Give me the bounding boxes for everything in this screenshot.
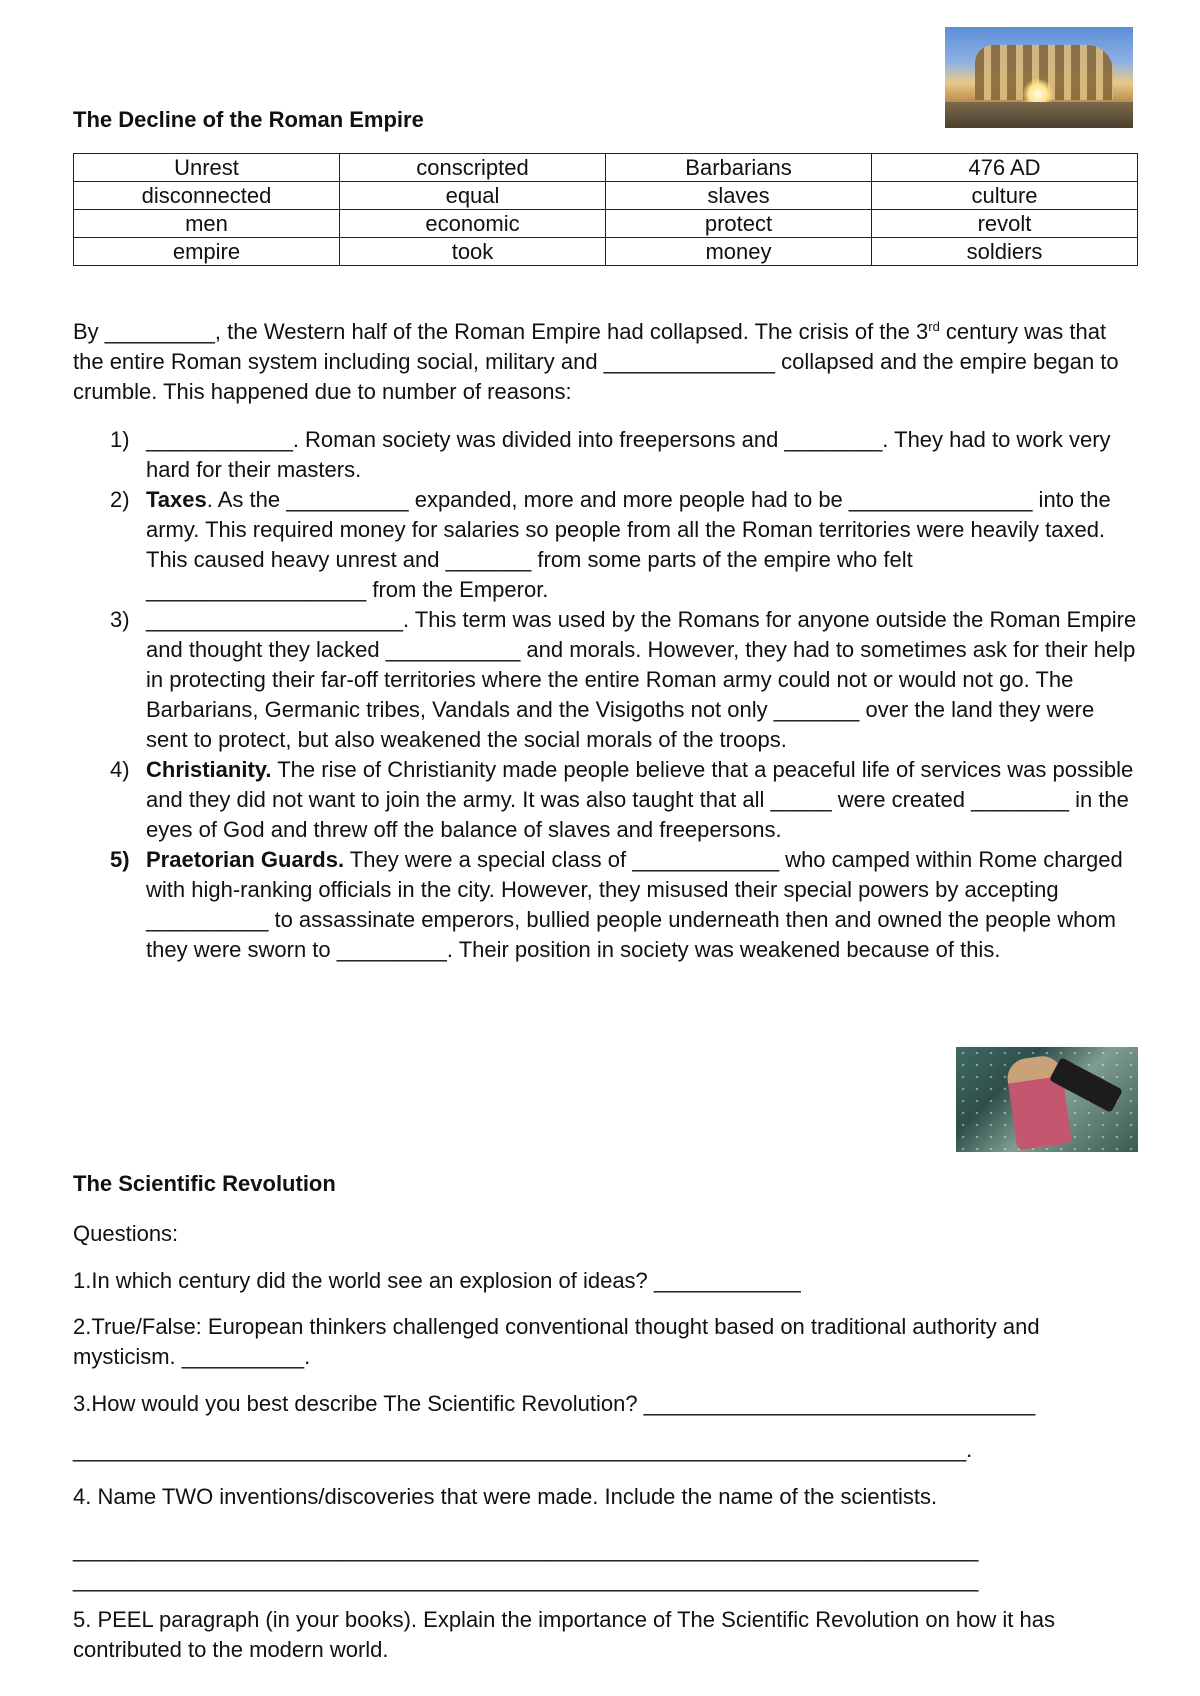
question-1: 1.In which century did the world see an explosion of ideas? ____________ xyxy=(73,1268,801,1293)
reason-item xyxy=(73,485,1138,605)
word-bank-cell: disconnected xyxy=(74,182,340,210)
word-bank-cell: economic xyxy=(340,210,606,238)
word-bank-cell: 476 AD xyxy=(872,154,1138,182)
reason-item xyxy=(73,425,1138,485)
reason-number: 1) xyxy=(110,427,130,452)
ground xyxy=(945,102,1133,128)
questions-label: Questions: xyxy=(73,1221,179,1246)
roman-title: The Decline of the Roman Empire xyxy=(73,107,424,132)
word-bank-row xyxy=(74,182,1138,210)
word-bank-cell: men xyxy=(74,210,340,238)
word-bank-cell: conscripted xyxy=(340,154,606,182)
scientist-telescope-image xyxy=(956,1047,1138,1152)
intro-paragraph xyxy=(73,317,1138,407)
word-bank-cell: soldiers xyxy=(872,238,1138,266)
question-2: 2.True/False: European thinkers challenged conventional thought based on traditional authority and mysticism. __________. xyxy=(73,1314,1040,1369)
reason-heading: Christianity. xyxy=(146,757,272,782)
question-4: 4. Name TWO inventions/discoveries that were made. Include the name of the scientists. xyxy=(73,1484,938,1509)
word-bank-cell: money xyxy=(606,238,872,266)
reason-text: They were a special class of ____________ who camped within Rome charged with high-ranking officials in the city. However, they misused their special powers by accepting __________ to assassinate emperors, bullied people underneath then and owned the people whom they were sworn to _________. Their position in society was weakened because of this. xyxy=(146,847,1123,962)
word-bank-cell: Unrest xyxy=(74,154,340,182)
word-bank-cell: equal xyxy=(340,182,606,210)
word-bank-cell: slaves xyxy=(606,182,872,210)
word-bank-cell: Barbarians xyxy=(606,154,872,182)
intro-text-1: By _________, the Western half of the Roman Empire had collapsed. The crisis of the 3 xyxy=(73,319,929,344)
question-3-answer-line: _________________________________________________________________________. xyxy=(73,1437,973,1462)
intro-superscript: rd xyxy=(928,319,940,334)
question-4-answer-line-1: __________________________________________________________________________ xyxy=(73,1537,979,1562)
intro-text-2: century was that the entire Roman system including social, military and ______________ collapsed and the empire began to crumble. This happened due to number of reasons: xyxy=(73,319,1119,404)
reason-number: 3) xyxy=(110,607,130,632)
reason-number: 5) xyxy=(110,847,130,872)
reason-number: 2) xyxy=(110,487,130,512)
reason-item xyxy=(73,755,1138,845)
question-3: 3.How would you best describe The Scientific Revolution? ________________________________ xyxy=(73,1391,1036,1416)
word-bank-cell: protect xyxy=(606,210,872,238)
word-bank-cell: took xyxy=(340,238,606,266)
colosseum-image xyxy=(945,27,1133,128)
reason-item xyxy=(73,605,1138,755)
word-bank-table xyxy=(73,153,1138,266)
reason-heading: Praetorian Guards. xyxy=(146,847,345,872)
word-bank-cell: empire xyxy=(74,238,340,266)
science-title: The Scientific Revolution xyxy=(73,1171,336,1196)
word-bank-row xyxy=(74,210,1138,238)
reason-item xyxy=(73,845,1138,965)
reason-text: ____________. Roman society was divided into freepersons and ________. They had to work very hard for their masters. xyxy=(146,427,1111,482)
word-bank-row xyxy=(74,154,1138,182)
question-4-answer-line-2: __________________________________________________________________________ xyxy=(73,1567,979,1592)
word-bank-row xyxy=(74,238,1138,266)
reason-text: . As the __________ expanded, more and more people had to be _______________ into the army. This required money for salaries so people from all the Roman territories were heavily taxed. This caused heavy unrest and _______ from some parts of the empire who felt __________________ from the Emperor. xyxy=(146,487,1111,602)
reason-text: The rise of Christianity made people believe that a peaceful life of services was possible and they did not want to join the army. It was also taught that all _____ were created ________ in the eyes of God and threw off the balance of slaves and freepersons. xyxy=(146,757,1134,842)
word-bank-cell: revolt xyxy=(872,210,1138,238)
reason-text: _____________________. This term was used by the Romans for anyone outside the Roman Empire and thought they lacked ___________ and morals. However, they had to sometimes ask for their help in protecting their far-off territories where the entire Roman army could not or would not go. The Barbarians, Germanic tribes, Vandals and the Visigoths not only _______ over the land they were sent to protect, but also weakened the social morals of the troops. xyxy=(146,607,1137,752)
question-5: 5. PEEL paragraph (in your books). Explain the importance of The Scientific Revolution on how it has contributed to the modern world. xyxy=(73,1607,1055,1662)
word-bank-cell: culture xyxy=(872,182,1138,210)
reason-heading: Taxes xyxy=(146,487,207,512)
reason-number: 4) xyxy=(110,757,130,782)
reasons-list xyxy=(73,425,1138,965)
